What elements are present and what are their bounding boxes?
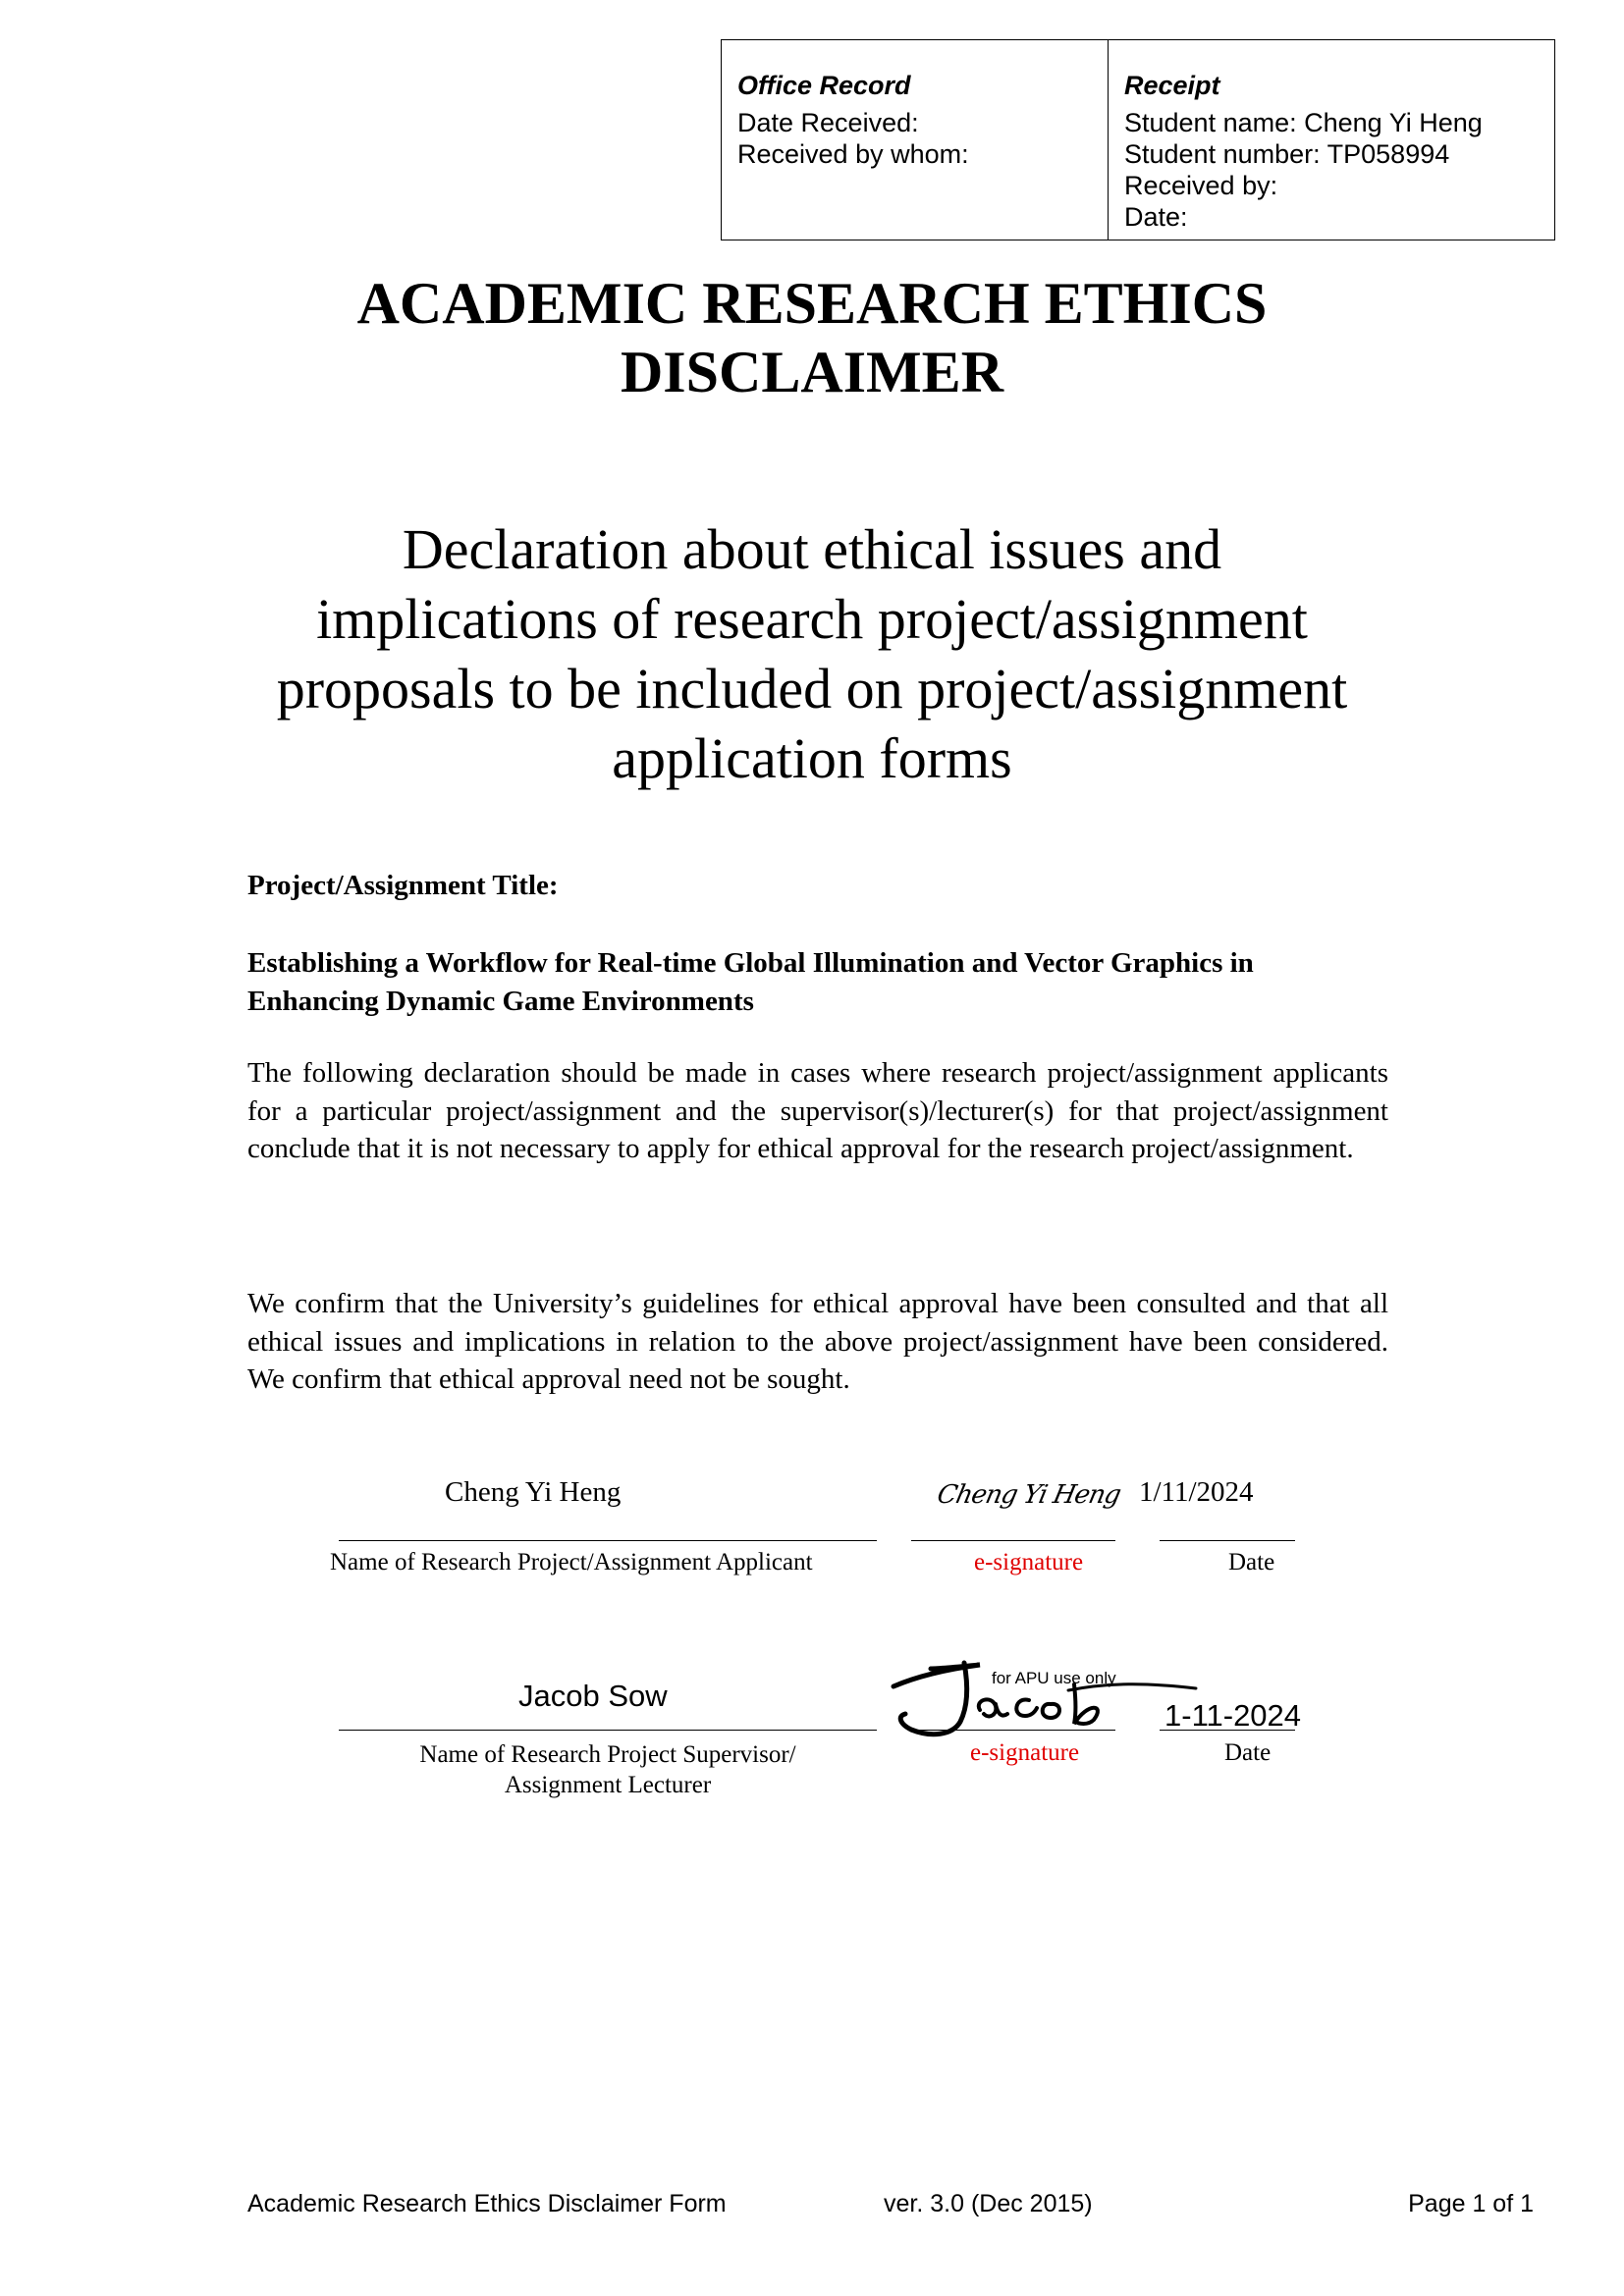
office-record-heading: Office Record bbox=[737, 71, 911, 100]
applicant-date-caption: Date bbox=[1228, 1549, 1275, 1575]
supervisor-name-caption-line-1: Name of Research Project Supervisor/ bbox=[419, 1741, 796, 1768]
supervisor-date-line bbox=[1160, 1730, 1295, 1731]
office-record-section bbox=[722, 40, 1109, 240]
supervisor-name: Jacob Sow bbox=[518, 1679, 668, 1713]
project-title: Establishing a Workflow for Real-time Global Illumination and Vector Graphics in Enhancing Dynamic Game Environments bbox=[247, 947, 1254, 1017]
confirmation-paragraph: We confirm that the University’s guidelines for ethical approval have been consulted and that all ethical issues and implications in relation to the above project/assignment have been considered. We confirm that ethical approval need not be sought. bbox=[247, 1288, 1388, 1395]
supervisor-signature-line bbox=[911, 1730, 1115, 1731]
declaration-heading-line-3: proposals to be included on project/assignment bbox=[276, 657, 1348, 721]
stamp-note: for APU use only bbox=[992, 1669, 1116, 1687]
receipt-date-label: Date: bbox=[1124, 202, 1188, 232]
supervisor-name-caption bbox=[339, 1739, 877, 1800]
supervisor-signature-caption: e-signature bbox=[970, 1739, 1080, 1766]
applicant-date: 1/11/2024 bbox=[1139, 1476, 1254, 1508]
declaration-heading bbox=[196, 514, 1428, 793]
footer-form-name: Academic Research Ethics Disclaimer Form bbox=[247, 2190, 727, 2217]
document-title bbox=[0, 269, 1624, 406]
applicant-signature-line bbox=[911, 1540, 1115, 1541]
declaration-heading-line-4: application forms bbox=[612, 726, 1012, 790]
received-by-whom-label: Received by whom: bbox=[737, 139, 969, 169]
applicant-date-line bbox=[1160, 1540, 1295, 1541]
footer-page-number: Page 1 of 1 bbox=[1408, 2190, 1534, 2217]
received-by-label: Received by: bbox=[1124, 171, 1278, 200]
declaration-heading-line-2: implications of research project/assignment bbox=[316, 587, 1308, 651]
applicant-name-line bbox=[339, 1540, 877, 1541]
applicant-signature: Cheng Yi Heng bbox=[934, 1480, 1123, 1510]
applicant-name: Cheng Yi Heng bbox=[445, 1476, 622, 1508]
supervisor-date-caption: Date bbox=[1224, 1739, 1272, 1766]
supervisor-signature-icon bbox=[882, 1645, 1206, 1753]
supervisor-date: 1-11-2024 bbox=[1164, 1698, 1302, 1733]
receipt-section bbox=[1109, 40, 1554, 240]
receipt-heading: Receipt bbox=[1124, 71, 1220, 100]
supervisor-name-line bbox=[339, 1730, 877, 1731]
date-received-label: Date Received: bbox=[737, 108, 919, 137]
applicant-name-caption: Name of Research Project/Assignment Applicant bbox=[330, 1549, 813, 1575]
document-title-line-2: DISCLAIMER bbox=[620, 340, 1004, 404]
office-record-box bbox=[721, 39, 1555, 240]
document-title-line-1: ACADEMIC RESEARCH ETHICS bbox=[356, 271, 1268, 336]
footer-version: ver. 3.0 (Dec 2015) bbox=[884, 2190, 1093, 2217]
student-name: Student name: Cheng Yi Heng bbox=[1124, 108, 1483, 137]
student-number: Student number: TP058994 bbox=[1124, 139, 1450, 169]
project-title-label: Project/Assignment Title: bbox=[247, 870, 559, 901]
applicant-signature-caption: e-signature bbox=[974, 1549, 1084, 1575]
declaration-note-paragraph: The following declaration should be made in cases where research project/assignment applicants for a particular project/assignment and the supervisor(s)/lecturer(s) for that project/assignment conclude that it is not necessary to apply for ethical approval for the research project/assignment. bbox=[247, 1057, 1388, 1164]
supervisor-name-caption-line-2: Assignment Lecturer bbox=[504, 1772, 712, 1798]
declaration-heading-line-1: Declaration about ethical issues and bbox=[402, 517, 1222, 581]
